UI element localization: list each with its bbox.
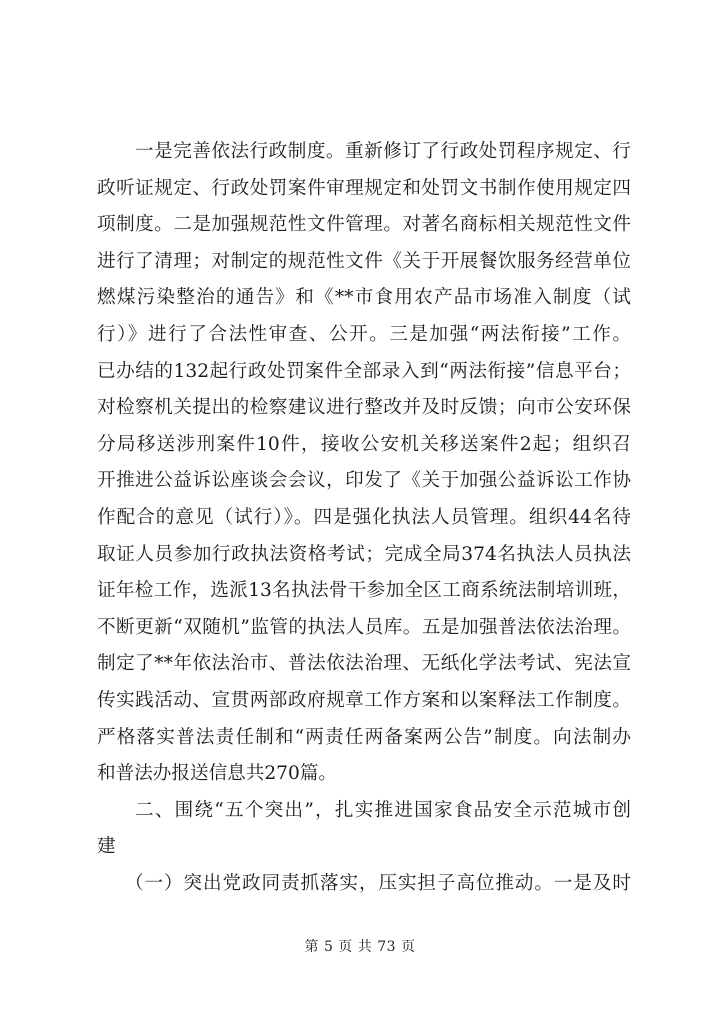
paragraph-line: 行）》进行了合法性审查、公开。三是加强“两法衔接”工作。 [97, 323, 631, 345]
subsection-heading-line: （一）突出党政同责抓落实，压实担子高位推动。一是及时 [125, 872, 631, 894]
paragraph-line: 分局移送涉刑案件10件，接收公安机关移送案件2起；组织召 [97, 433, 631, 455]
paragraph-line: 进行了清理；对制定的规范性文件《关于开展餐饮服务经营单位 [97, 250, 631, 272]
paragraph-line: 和普法办报送信息共270篇。 [97, 763, 338, 785]
paragraph-line: 燃煤污染整治的通告》和《**市食用农产品市场准入制度（试 [97, 287, 631, 309]
paragraph-line: 严格落实普法责任制和“两责任两备案两公告”制度。向法制办 [97, 726, 631, 748]
paragraph-line: 不断更新“双随机”监管的执法人员库。五是加强普法依法治理。 [97, 616, 631, 638]
paragraph-line: 项制度。二是加强规范性文件管理。对著名商标相关规范性文件 [97, 214, 631, 236]
paragraph-line: 已办结的132起行政处罚案件全部录入到“两法衔接”信息平台； [97, 360, 631, 382]
section-heading-line: 二、围绕“五个突出”，扎实推进国家食品安全示范城市创 [135, 799, 631, 821]
paragraph-line: 制定了**年依法治市、普法依法治理、无纸化学法考试、宪法宣 [97, 653, 631, 675]
paragraph-line: 取证人员参加行政执法资格考试；完成全局374名执法人员执法 [97, 543, 631, 565]
page-number-footer: 第 5 页 共 73 页 [304, 939, 416, 955]
document-body [97, 134, 631, 902]
paragraph-line: 开推进公益诉讼座谈会会议，印发了《关于加强公益诉讼工作协 [97, 470, 631, 492]
paragraph-line: 作配合的意见（试行）》。四是强化执法人员管理。组织44名待 [97, 506, 631, 528]
paragraph-line: 对检察机关提出的检察建议进行整改并及时反馈；向市公安环保 [97, 397, 631, 419]
paragraph-line: 传实践活动、宣贯两部政府规章工作方案和以案释法工作制度。 [97, 689, 631, 711]
paragraph-line: 政听证规定、行政处罚案件审理规定和处罚文书制作使用规定四 [97, 177, 631, 199]
paragraph-line: 一是完善依法行政制度。重新修订了行政处罚程序规定、行 [135, 141, 631, 162]
section-heading-line: 建 [97, 836, 116, 858]
paragraph-line: 证年检工作，选派13名执法骨干参加全区工商系统法制培训班， [97, 580, 631, 602]
